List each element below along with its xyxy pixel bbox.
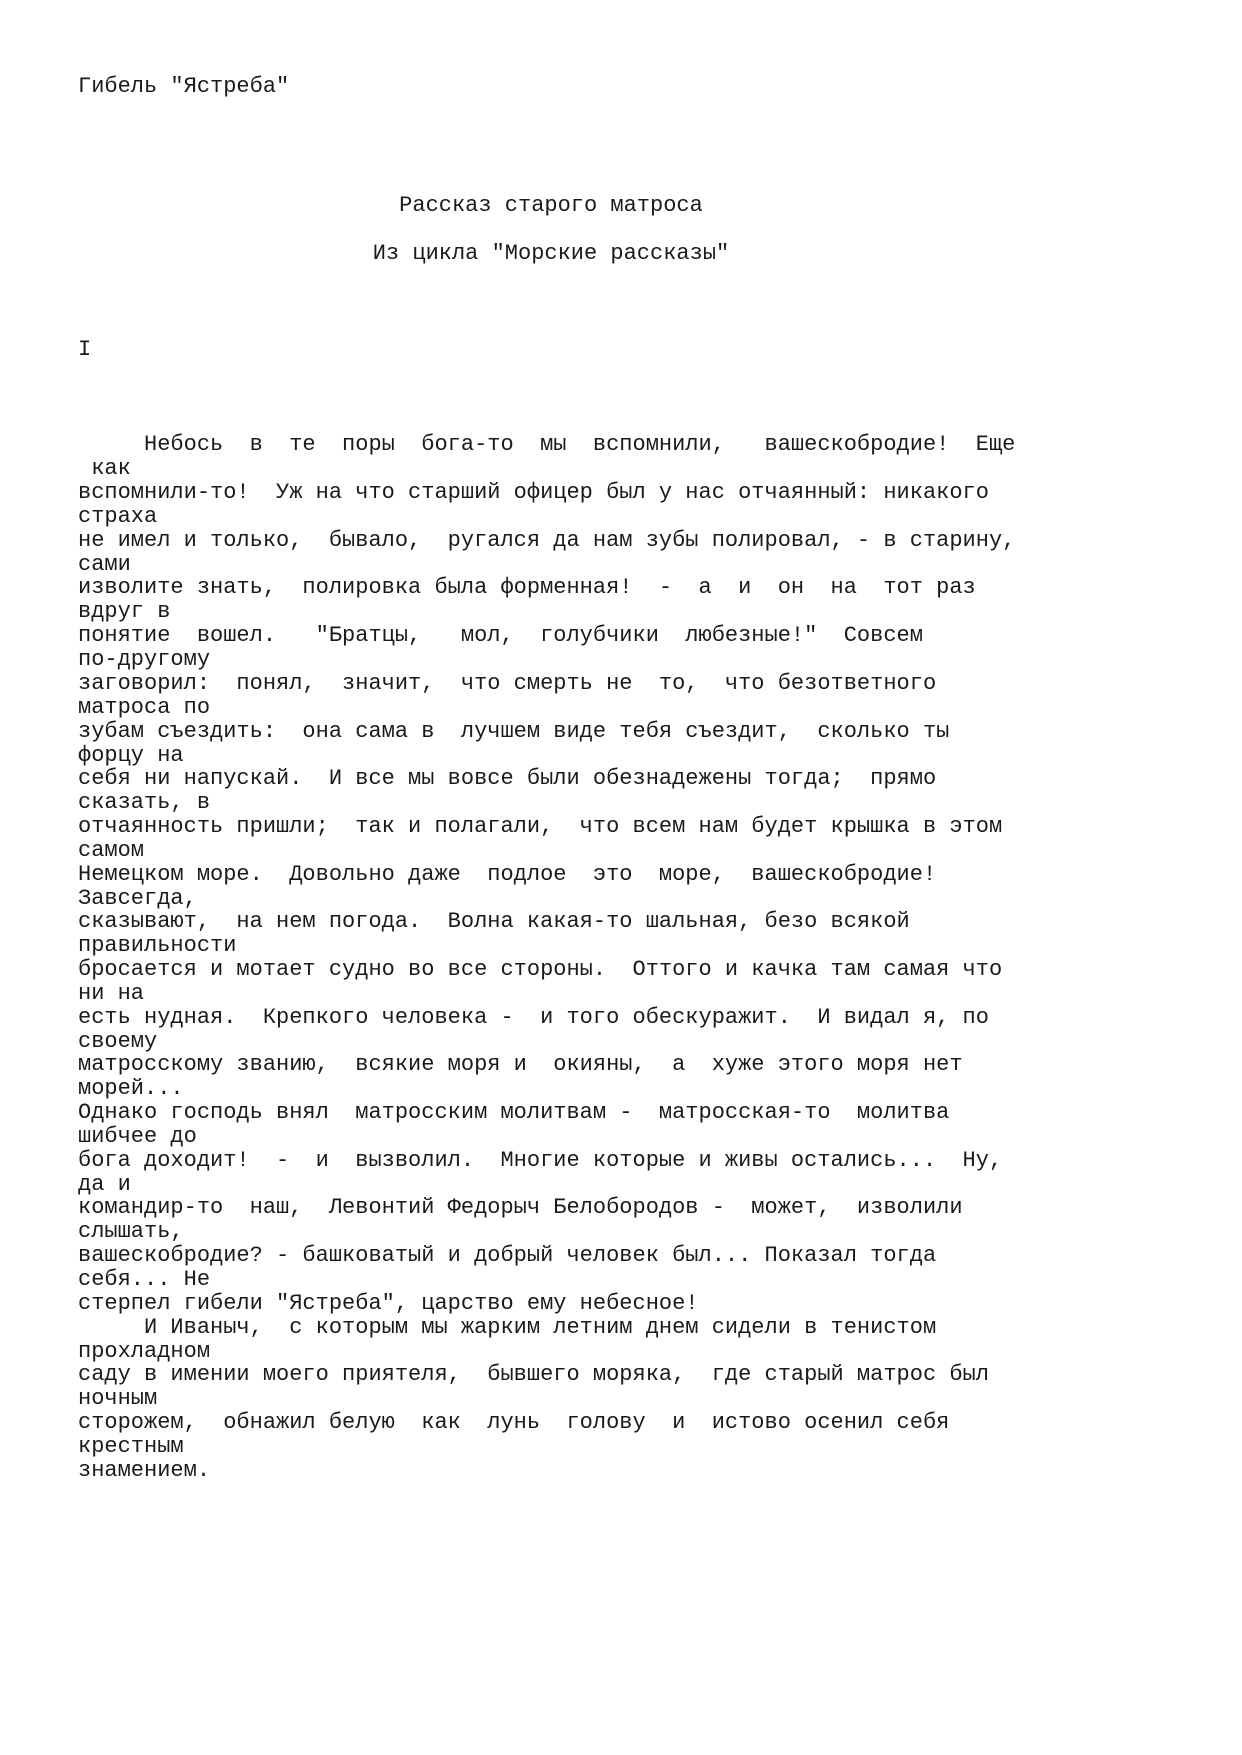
text-line: знамением.: [78, 1458, 211, 1483]
text-line: матроса по: [78, 695, 211, 720]
text-line: бога доходит! - и вызволил. Многие которые и живы остались... Ну,: [78, 1148, 1003, 1173]
text-line: Однако господь внял матросским молитвам - матросская-то молитва: [78, 1100, 950, 1125]
text-line: сами: [78, 552, 131, 577]
text-line: вспомнили-то! Уж на что старший офицер был у нас отчаянный: никакого: [78, 480, 989, 505]
text-line: слышать,: [78, 1219, 184, 1244]
text-line: по-другому: [78, 647, 211, 672]
text-line: крестным: [78, 1434, 184, 1459]
text-line: И Иваныч, с которым мы жарким летним днем сидели в тенистом: [78, 1315, 937, 1340]
text-line: сказывают, на нем погода. Волна какая-то шальная, безо всякой: [78, 909, 910, 934]
text-line: шибчее до: [78, 1124, 197, 1149]
text-line: ночным: [78, 1386, 158, 1411]
text-line: заговорил: понял, значит, что смерть не то, что безответного: [78, 671, 937, 696]
text-line: отчаянность пришли; так и полагали, что всем нам будет крышка в этом: [78, 814, 1003, 839]
text-line: правильности: [78, 933, 237, 958]
text-line: стерпел гибели "Ястреба", царство ему небесное!: [78, 1291, 699, 1316]
text-line: ни на: [78, 981, 145, 1006]
text-line: понятие вошел. "Братцы, мол, голубчики любезные!" Совсем: [78, 623, 923, 648]
text-line: вдруг в: [78, 599, 171, 624]
text-line: командир-то наш, Левонтий Федорыч Белобородов - может, изволили: [78, 1195, 963, 1220]
text-line: не имел и только, бывало, ругался да нам зубы полировал, - в старину,: [78, 528, 1016, 553]
text-line: бросается и мотает судно во все стороны. Оттого и качка там самая что: [78, 957, 1003, 982]
text-line: себя... Не: [78, 1267, 211, 1292]
text-line: сторожем, обнажил белую как лунь голову и истово осенил себя: [78, 1410, 950, 1435]
text-line: есть нудная. Крепкого человека - и того обескуражит. И видал я, по: [78, 1005, 989, 1030]
text-line: своему: [78, 1029, 158, 1054]
text-line: сказать, в: [78, 790, 211, 815]
chapter-number: I: [78, 337, 92, 362]
text-line: Немецком море. Довольно даже подлое это море, вашескобродие!: [78, 862, 937, 887]
text-line: прохладном: [78, 1339, 211, 1364]
text-line: морей...: [78, 1076, 184, 1101]
text-line: саду в имении моего приятеля, бывшего моряка, где старый матрос был: [78, 1362, 989, 1387]
document-title: Гибель "Ястреба": [78, 74, 290, 99]
document-subtitle: Рассказ старого матроса: [399, 193, 703, 218]
text-line: Небось в те поры бога-то мы вспомнили, вашескобродие! Еще: [78, 432, 1016, 457]
text-line: форцу на: [78, 743, 184, 768]
cycle-line: Из цикла "Морские рассказы": [372, 241, 730, 266]
text-line: как: [78, 456, 131, 481]
text-line: изволите знать, полировка была форменная! - а и он на тот раз: [78, 575, 976, 600]
text-line: матросскому званию, всякие моря и окияны, а хуже этого моря нет: [78, 1052, 963, 1077]
text-line: самом: [78, 838, 145, 863]
text-line: да и: [78, 1172, 131, 1197]
text-line: себя ни напускай. И все мы вовсе были обезнадежены тогда; прямо: [78, 766, 937, 791]
text-line: зубам съездить: она сама в лучшем виде тебя съездит, сколько ты: [78, 719, 950, 744]
text-line: страха: [78, 504, 158, 529]
text-line: вашескобродие? - башковатый и добрый человек был... Показал тогда: [78, 1243, 937, 1268]
text-line: Завсегда,: [78, 886, 197, 911]
